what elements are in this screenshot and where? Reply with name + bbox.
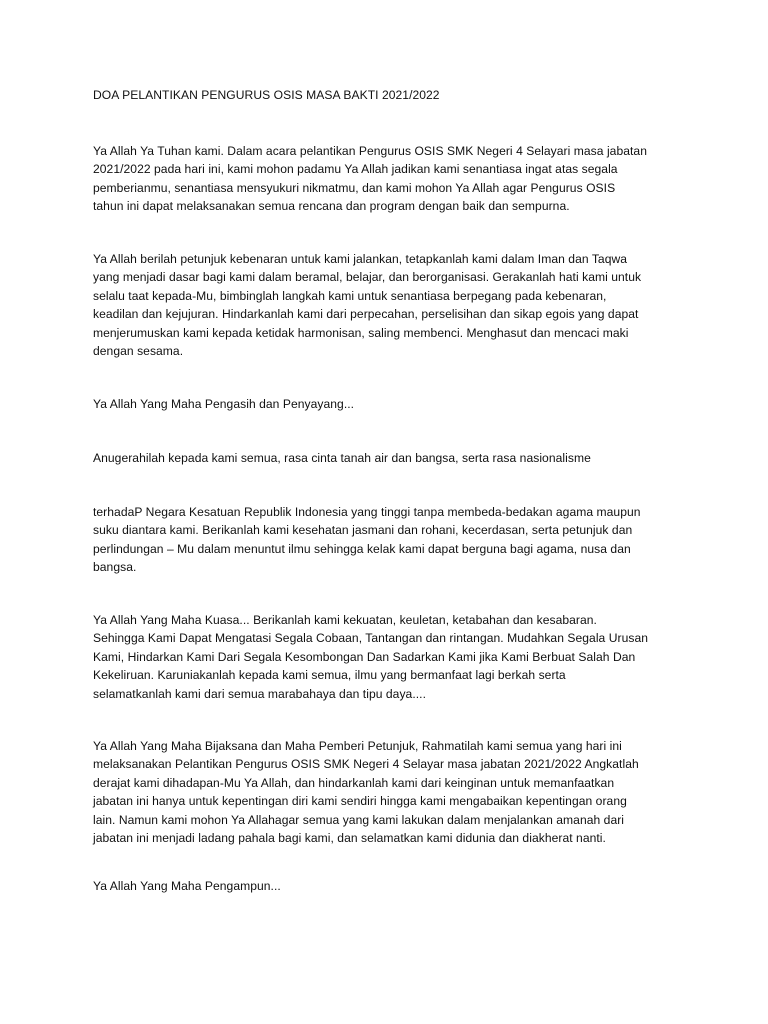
text-line: Kekeliruan. Karuniakanlah kepada kami semua, ilmu yang bermanfaat lagi berkah serta	[93, 668, 566, 683]
text-line: Ya Allah Yang Maha Pengasih dan Penyayang...	[93, 397, 355, 411]
text-line: terhadaP Negara Kesatuan Republik Indonesia yang tinggi tanpa membeda-bedakan agama maupun	[93, 505, 641, 519]
paragraph-invocation-pengasih	[93, 395, 683, 413]
text-line: jabatan ini menjadi ladang pahala bagi kami, dan selamatkan kami didunia dan diakherat nanti.	[93, 831, 606, 846]
text-line: suku diantara kami. Berikanlah kami kesehatan jasmani dan rohani, kecerdasan, serta petunjuk dan	[93, 523, 633, 538]
text-line: 2021/2022 pada hari ini, kami mohon padamu Ya Allah jadikan kami senantiasa ingat atas segala	[93, 162, 618, 177]
text-line: melaksanakan Pelantikan Pengurus OSIS SMK Negeri 4 Selayar masa jabatan 2021/2022 Angkatlah	[93, 757, 639, 772]
text-line: Sehingga Kami Dapat Mengatasi Segala Cobaan, Tantangan dan rintangan. Mudahkan Segala Urusan	[93, 631, 649, 646]
text-line: derajat kami dihadapan-Mu Ya Allah, dan hindarkanlah kami dari keinginan untuk memanfaatkan	[93, 775, 615, 790]
text-line: selamatkanlah kami dari semua marabahaya dan tipu daya....	[93, 686, 426, 701]
paragraph-opening	[93, 142, 683, 216]
paragraph-nation	[93, 503, 683, 577]
paragraph-guidance	[93, 250, 683, 360]
text-line: keadilan dan kejujuran. Hindarkanlah kami dari perpecahan, perselisihan dan sikap egois yang dapat	[93, 307, 639, 322]
text-line: perlindungan – Mu dalam menuntut ilmu sehingga kelak kami dapat berguna bagi agama, nusa dan	[93, 541, 631, 556]
paragraph-strength	[93, 611, 683, 703]
document-page	[93, 86, 683, 893]
text-line: Kami, Hindarkan Kami Dari Segala Kesombongan Dan Sadarkan Kami jika Kami Berbuat Salah Dan	[93, 649, 636, 664]
text-line: Ya Allah Yang Maha Bijaksana dan Maha Pemberi Petunjuk, Rahmatilah kami semua yang hari ini	[93, 739, 622, 753]
document-title: DOA PELANTIKAN PENGURUS OSIS MASA BAKTI 2021/2022	[93, 88, 440, 102]
paragraph-nationalism	[93, 449, 683, 467]
text-line: selalu taat kepada-Mu, bimbinglah langkah kami untuk senantiasa berpegang pada kebenaran,	[93, 288, 607, 303]
text-line: jabatan ini hanya untuk kepentingan diri kami sendiri hingga kami mengabaikan kepentingan orang	[93, 794, 627, 809]
text-line: pemberianmu, senantiasa mensyukuri nikmatmu, dan kami mohon Ya Allah agar Pengurus OSIS	[93, 180, 616, 195]
text-line: lain. Namun kami mohon Ya Allahagar semua yang kami lakukan dalam menjalankan amanah dari	[93, 812, 625, 827]
text-line: Anugerahilah kepada kami semua, rasa cinta tanah air dan bangsa, serta rasa nasionalisme	[93, 451, 591, 465]
text-line: Ya Allah berilah petunjuk kebenaran untuk kami jalankan, tetapkanlah kami dalam Iman dan Taqwa	[93, 252, 628, 266]
text-line: Ya Allah Ya Tuhan kami. Dalam acara pelantikan Pengurus OSIS SMK Negeri 4 Selayari masa jabatan	[93, 144, 647, 158]
text-line: Ya Allah Yang Maha Pengampun...	[93, 879, 281, 893]
paragraph-invocation-pengampun	[93, 877, 683, 895]
text-line: tahun ini dapat melaksanakan semua rencana dan program dengan baik dan sempurna.	[93, 199, 570, 214]
text-line: bangsa.	[93, 560, 137, 575]
text-line: Ya Allah Yang Maha Kuasa... Berikanlah kami kekuatan, keuletan, ketabahan dan kesabaran.	[93, 613, 597, 627]
paragraph-wisdom	[93, 737, 683, 847]
text-line: dengan sesama.	[93, 344, 184, 359]
text-line: menjerumuskan kami kepada ketidak harmonisan, saling membenci. Menghasut dan mencaci maki	[93, 325, 629, 340]
text-line: yang menjadi dasar bagi kami dalam beramal, belajar, dan berorganisasi. Gerakanlah hati kami untuk	[93, 270, 642, 285]
